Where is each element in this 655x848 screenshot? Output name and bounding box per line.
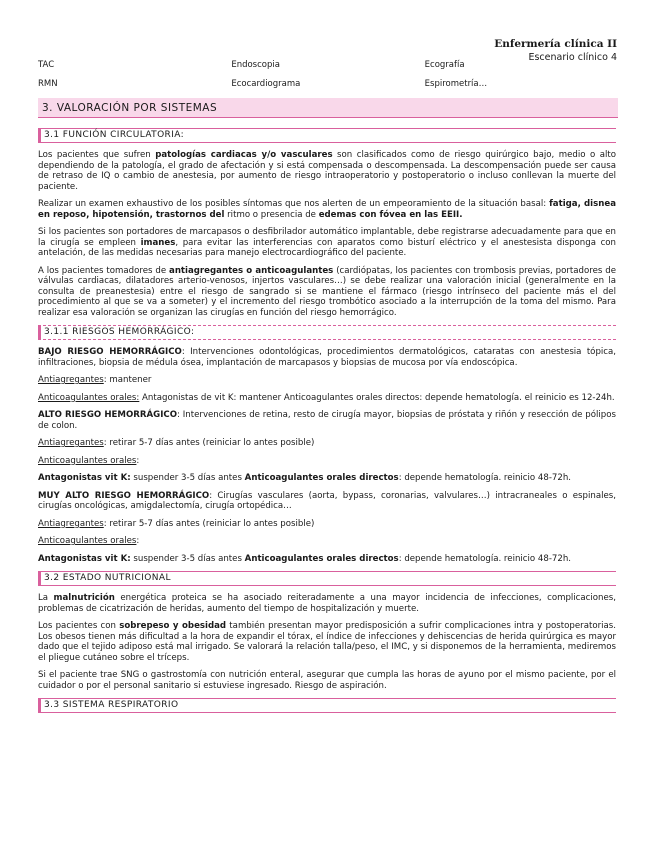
tests-row <box>38 60 618 79</box>
paragraph: Si los pacientes son portadores de marcapasos o desfibrilador automático implantable, debe registrarse adecuadamente para que en la cirugía se empleen imanes, para evitar las interferencias con aparatos como bisturí eléctrico y el anestesista disponga con antelación, de las medidas necesarias para manejo electrocardiográfico del paciente. <box>38 227 617 258</box>
paragraph: Antagonistas vit K: suspender 3-5 días antes Anticoagulantes orales directos: depende hematología. reinicio 48-72h. <box>38 473 572 483</box>
paragraph-low-risk: BAJO RIESGO HEMORRÁGICO: Intervenciones odontológicas, procedimientos dermatológicos, cataratas con anestesia tópica, infiltraciones, biopsia de médula ósea, implantación de marcapasos y biopsias de mucosa por vía endoscópica. <box>38 347 617 368</box>
paragraph: Si el paciente trae SNG o gastrostomía con nutrición enteral, asegurar que cumpla las horas de ayuno por el mismo paciente, por el cuidador o por el personal sanitario si estuviese ingresado. Riesgo de aspiración. <box>38 670 616 691</box>
paragraph: Los pacientes que sufren patologías cardiacas y/o vasculares son clasificados como de riesgo quirúrgico bajo, medio o alto dependiendo de la patología, el grado de afectación y si está compensada o descompensada. La descompensación puede ser causa de retraso de IQ o cambio de anestesia, por aumento de riesgo intraoperatorio y postoperatorio o incluso conllevan la muerte del paciente. <box>38 150 616 192</box>
tests-table <box>38 60 618 98</box>
heading-respiratory: 3.3 SISTEMA RESPIRATORIO <box>38 698 616 713</box>
heading-nutrition: 3.2 ESTADO NUTRICIONAL <box>38 571 616 586</box>
test-item: TAC <box>38 60 55 70</box>
section-3-heading: 3. VALORACIÓN POR SISTEMAS <box>38 98 618 118</box>
paragraph-high-risk: ALTO RIESGO HEMORRÁGICO: Intervenciones de retina, resto de cirugía mayor, biopsias de próstata y riñón y resección de pólipos de colon. <box>38 410 616 431</box>
paragraph: Antiagregantes: retirar 5-7 días antes (reiniciar lo antes posible) <box>38 438 315 448</box>
paragraph: Anticoagulantes orales: Antagonistas de vit K: mantener Anticoagulantes orales directos: depende hematología. el reinicio es 12-24h. <box>38 392 615 403</box>
header-title: Enfermería clínica II <box>494 38 617 50</box>
paragraph: Los pacientes con sobrepeso y obesidad también presentan mayor predisposición a sufrir complicaciones intra y postoperatorias. Los obesos tienen más dificultad a la hora de expandir el tórax, el índice de infecciones y dehiscencias de herida quirúrgica es mayor dado que el tejido adiposo está mal irrigado. Se valorará la relación talla/peso, el IMC, y si disponemos de la herramienta, mediremos el pliegue cutáneo sobre el tríceps. <box>38 621 616 663</box>
heading-circulatory: 3.1 FUNCIÓN CIRCULATORIA: <box>38 128 616 143</box>
paragraph: Antagonistas vit K: suspender 3-5 días antes Anticoagulantes orales directos: depende hematología. reinicio 48-72h. <box>38 553 572 564</box>
test-item: RMN <box>38 79 58 89</box>
paragraph: Antiagregantes: retirar 5-7 días antes (reiniciar lo antes posible) <box>38 518 315 529</box>
test-item: Ecografía <box>424 60 465 70</box>
paragraph: Realizar un examen exhaustivo de los posibles síntomas que nos alerten de un empeoramiento de la situación basal: fatiga, disnea en reposo, hipotensión, trastornos del ritmo o presencia de edemas con fóvea en las EEII. <box>38 199 616 220</box>
paragraph: Anticoagulantes orales: <box>38 455 140 466</box>
paragraph: Anticoagulantes orales: <box>38 536 140 546</box>
paragraph-very-high-risk: MUY ALTO RIESGO HEMORRÁGICO: Cirugías vasculares (aorta, bypass, coronarias, valvulares…) intracraneales o espinales, cirugías oncológicas, amigdalectomía, cirugía ortopédica… <box>38 490 616 511</box>
test-item: Endoscopia <box>231 60 280 70</box>
paragraph: La malnutrición energética proteica se ha asociado reiteradamente a una mayor incidencia de infecciones, complicaciones, problemas de cicatrización de heridas, aumento del tiempo de hospitalización y muerte. <box>38 593 616 614</box>
test-item: Ecocardiograma <box>231 79 301 89</box>
paragraph: A los pacientes tomadores de antiagregantes o anticoagulantes (cardiópatas, los pacientes con trombosis previas, portadores de válvulas cardiacas, dilatadores arterio-venosos, injertos vasculares…) se debe realizar una valoración inicial (generalmente en la consulta de preanestesia) entre el riesgo de sangrado si se mantiene el fármaco (riesgo intrínseco del paciente más el del procedimiento al que se va a someter) y el incremento del riesgo trombótico asociado a la interrupción de la toma del mismo. Para realizar esa valoración se organizan las cirugías en función del riesgo hemorrágico. <box>38 265 616 318</box>
heading-hemorrhagic-risk: 3.1.1 RIESGOS HEMORRÁGICO: <box>38 325 616 340</box>
test-item: Espirometría… <box>424 79 488 89</box>
document-body <box>38 128 616 720</box>
paragraph: Antiagregantes: mantener <box>38 375 152 385</box>
tests-row <box>38 79 618 98</box>
header-subtitle: Escenario clínico 4 <box>528 52 617 63</box>
